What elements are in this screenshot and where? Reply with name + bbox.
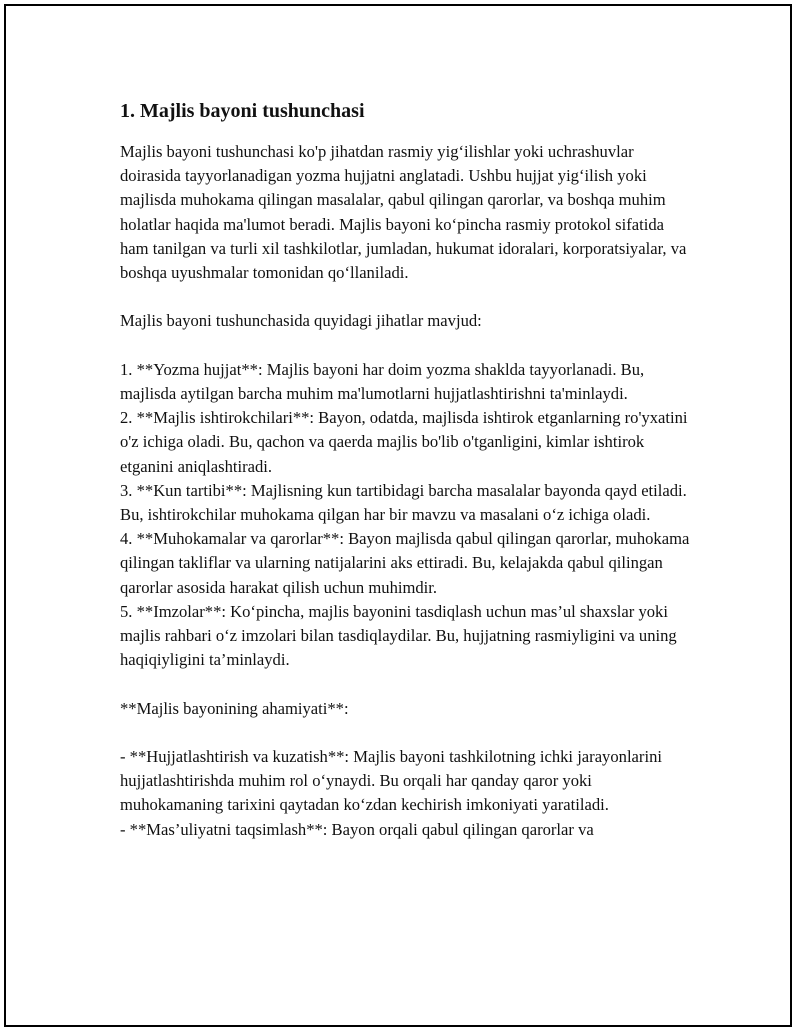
aspect-item-5: 5. **Imzolar**: Ko‘pincha, majlis bayonini tasdiqlash uchun mas’ul shaxslar yoki majlis rahbari o‘z imzolari bilan tasdiqlaydilar. Bu, hujjatning rasmiyligini va uning haqiqiyligini ta’minlaydi. [120,601,677,670]
importance-heading: **Majlis bayonining ahamiyati**: [120,698,349,718]
aspect-item-3: 3. **Kun tartibi**: Majlisning kun tartibidagi barcha masalalar bayonda qayd etiladi. Bu, ishtirokchilar muhokama qilgan har bir mavzu va masalani o‘z ichiga oladi. [120,480,687,525]
document-page [4,4,792,1027]
paragraph-gap [120,721,690,745]
paragraph-gap [120,334,690,358]
section-title: 1. Majlis bayoni tushunchasi [120,100,365,122]
paragraph-gap [120,672,690,696]
document-body [120,99,690,842]
aspects-heading: Majlis bayoni tushunchasida quyidagi jihatlar mavjud: [120,311,482,331]
paragraph-gap [120,285,690,309]
intro-paragraph: Majlis bayoni tushunchasi ko'p jihatdan rasmiy yig‘ilishlar yoki uchrashuvlar doirasida tayyorlanadigan yozma hujjatni anglatadi. Ushbu hujjat yig‘ilish yoki majlisda muhokama qilingan masalalar, qabul qilingan qarorlar, va boshqa muhim holatlar haqida ma'lumot beradi. Majlis bayoni ko‘pincha rasmiy protokol sifatida ham tanilgan va turli xil tashkilotlar, jumladan, hukumat idoralari, korporatsiyalar, va boshqa uyushmalar tomonidan qo‘llaniladi. [120,142,687,283]
aspect-item-1: 1. **Yozma hujjat**: Majlis bayoni har doim yozma shaklda tayyorlanadi. Bu, majlisda aytilgan barcha muhim ma'lumotlarni hujjatlashtirishni ta'minlaydi. [120,359,645,403]
importance-item-1: - **Hujjatlashtirish va kuzatish**: Majlis bayoni tashkilotning ichki jarayonlarini hujjatlashtirishda muhim rol o‘ynaydi. Bu orqali har qanday qaror yoki muhokamaning tarixini qaytadan ko‘zdan kechirish imkoniyati yaratiladi. [120,747,662,815]
aspect-item-2: 2. **Majlis ishtirokchilari**: Bayon, odatda, majlisda ishtirok etganlarning ro'yxatini o'z ichiga oladi. Bu, qachon va qaerda majlis bo'lib o'tganligini, kimlar ishtirok etganini aniqlashtiradi. [120,408,688,476]
importance-item-2: - **Mas’uliyatni taqsimlash**: Bayon orqali qabul qilingan qarorlar va [120,819,594,839]
aspect-item-4: 4. **Muhokamalar va qarorlar**: Bayon majlisda qabul qilingan qarorlar, muhokama qilingan takliflar va ularning natijalarini aks ettiradi. Bu, kelajakda qabul qilingan qarorlar asosida harakat qilish uchun muhimdir. [120,529,690,597]
